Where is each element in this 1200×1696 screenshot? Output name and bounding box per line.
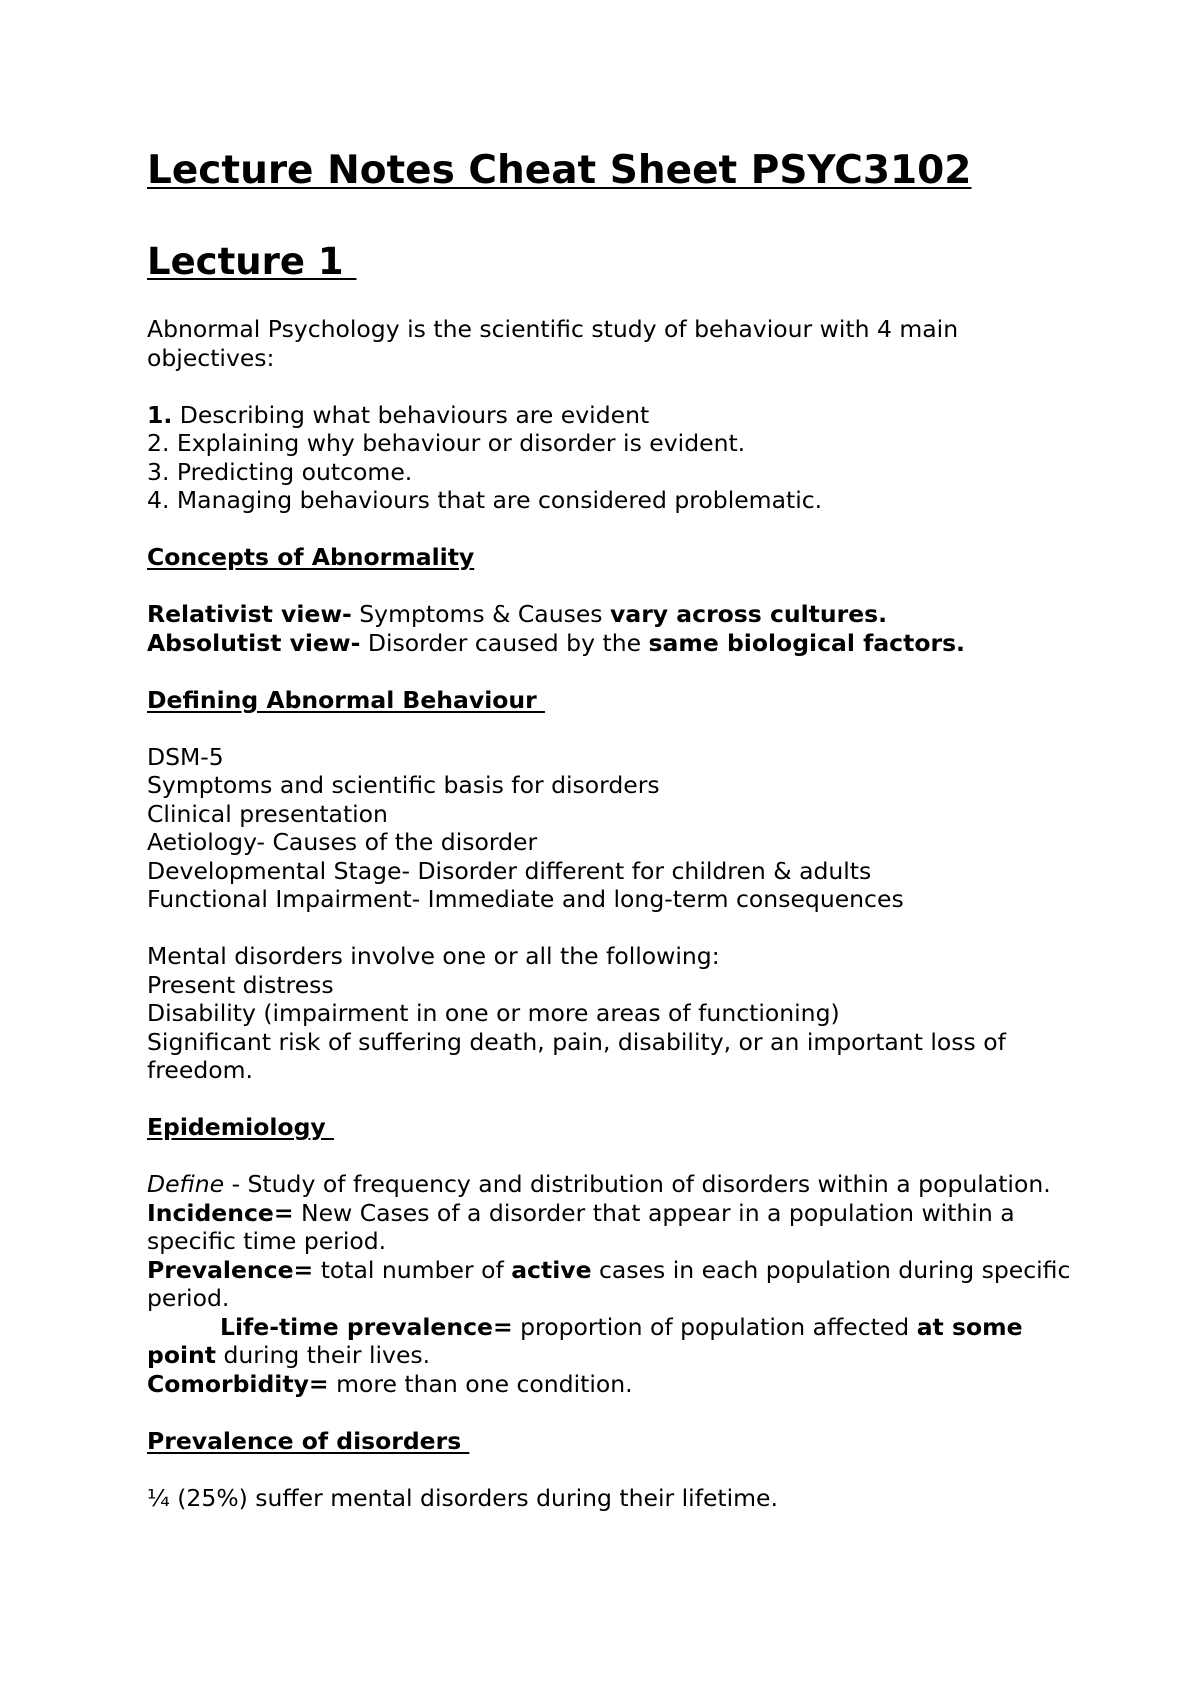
prevalence-bold: active xyxy=(511,1255,592,1284)
objective-3: 3. Predicting outcome. xyxy=(147,457,413,486)
concepts-heading: Concepts of Abnormality xyxy=(147,543,475,571)
prevalence-text-1: total number of xyxy=(313,1255,512,1284)
prevalence-disorders-line: ¼ (25%) suffer mental disorders during their lifetime. xyxy=(147,1483,778,1512)
intro-paragraph: Abnormal Psychology is the scientific study of behaviour with 4 main objectives: xyxy=(147,315,959,372)
prevalence-disorders-heading: Prevalence of disorders xyxy=(147,1426,470,1455)
absolutist-label: Absolutist view- xyxy=(147,628,361,657)
mental-disorders-line: Disability (impairment in one or more areas of functioning) xyxy=(147,999,840,1027)
objective-1 xyxy=(147,401,1087,430)
defining-line: Aetiology- Causes of the disorder xyxy=(147,828,538,856)
relativist-bold: vary across cultures. xyxy=(610,600,888,628)
epidemiology-heading: Epidemiology xyxy=(147,1113,334,1141)
mental-disorders-line: Mental disorders involve one or all the following: xyxy=(147,942,720,970)
lifetime-text-2: during their lives. xyxy=(216,1341,431,1369)
comorbidity-line xyxy=(147,1370,1087,1399)
objective-4: 4. Managing behaviours that are considered problematic. xyxy=(147,486,823,514)
prevalence-text-2: cases in each population during specific period. xyxy=(147,1255,1071,1312)
document-title: Lecture Notes Cheat Sheet PSYC3102 xyxy=(147,148,972,193)
absolutist-text: Disorder caused by the xyxy=(360,628,649,657)
lifetime-text-1: proportion of population affected xyxy=(512,1312,917,1341)
mental-disorders-line: Present distress xyxy=(147,970,334,999)
lifetime-label: Life-time prevalence= xyxy=(220,1312,513,1341)
defining-line: Symptoms and scientific basis for disorders xyxy=(147,771,660,799)
comorbidity-text: more than one condition. xyxy=(328,1369,633,1398)
incidence-label: Incidence= xyxy=(147,1198,294,1227)
objective-1-text: Describing what behaviours are evident xyxy=(172,400,650,429)
lifetime-prevalence-line xyxy=(147,1313,1087,1370)
lifetime-bold: at some point xyxy=(147,1312,1023,1369)
prevalence-line xyxy=(147,1256,1087,1313)
define-label: Define xyxy=(147,1170,225,1198)
relativist-text: Symptoms & Causes xyxy=(351,600,611,628)
lecture-heading: Lecture 1 xyxy=(147,240,357,283)
relativist-line xyxy=(147,600,1087,629)
mental-disorders-line: Significant risk of suffering death, pain, disability, or an important loss of freedom. xyxy=(147,1027,1006,1084)
defining-line: Clinical presentation xyxy=(147,799,388,828)
defining-line: DSM-5 xyxy=(147,742,224,771)
absolutist-bold: same biological factors. xyxy=(648,628,965,657)
define-text: - Study of frequency and distribution of disorders within a population. xyxy=(224,1170,1051,1198)
incidence-line xyxy=(147,1199,1087,1256)
prevalence-label: Prevalence= xyxy=(147,1255,314,1284)
defining-line: Functional Impairment- Immediate and long-term consequences xyxy=(147,885,904,913)
relativist-label: Relativist view- xyxy=(147,600,352,628)
defining-line: Developmental Stage- Disorder different for children & adults xyxy=(147,856,872,885)
objective-2: 2. Explaining why behaviour or disorder is evident. xyxy=(147,429,746,457)
defining-heading: Defining Abnormal Behaviour xyxy=(147,685,545,714)
absolutist-line xyxy=(147,629,1087,658)
objective-1-number: 1. xyxy=(147,400,173,429)
incidence-text: New Cases of a disorder that appear in a population within a specific time period. xyxy=(147,1198,1015,1255)
document-body xyxy=(147,315,1087,1512)
define-line xyxy=(147,1170,1087,1199)
comorbidity-label: Comorbidity= xyxy=(147,1369,329,1398)
